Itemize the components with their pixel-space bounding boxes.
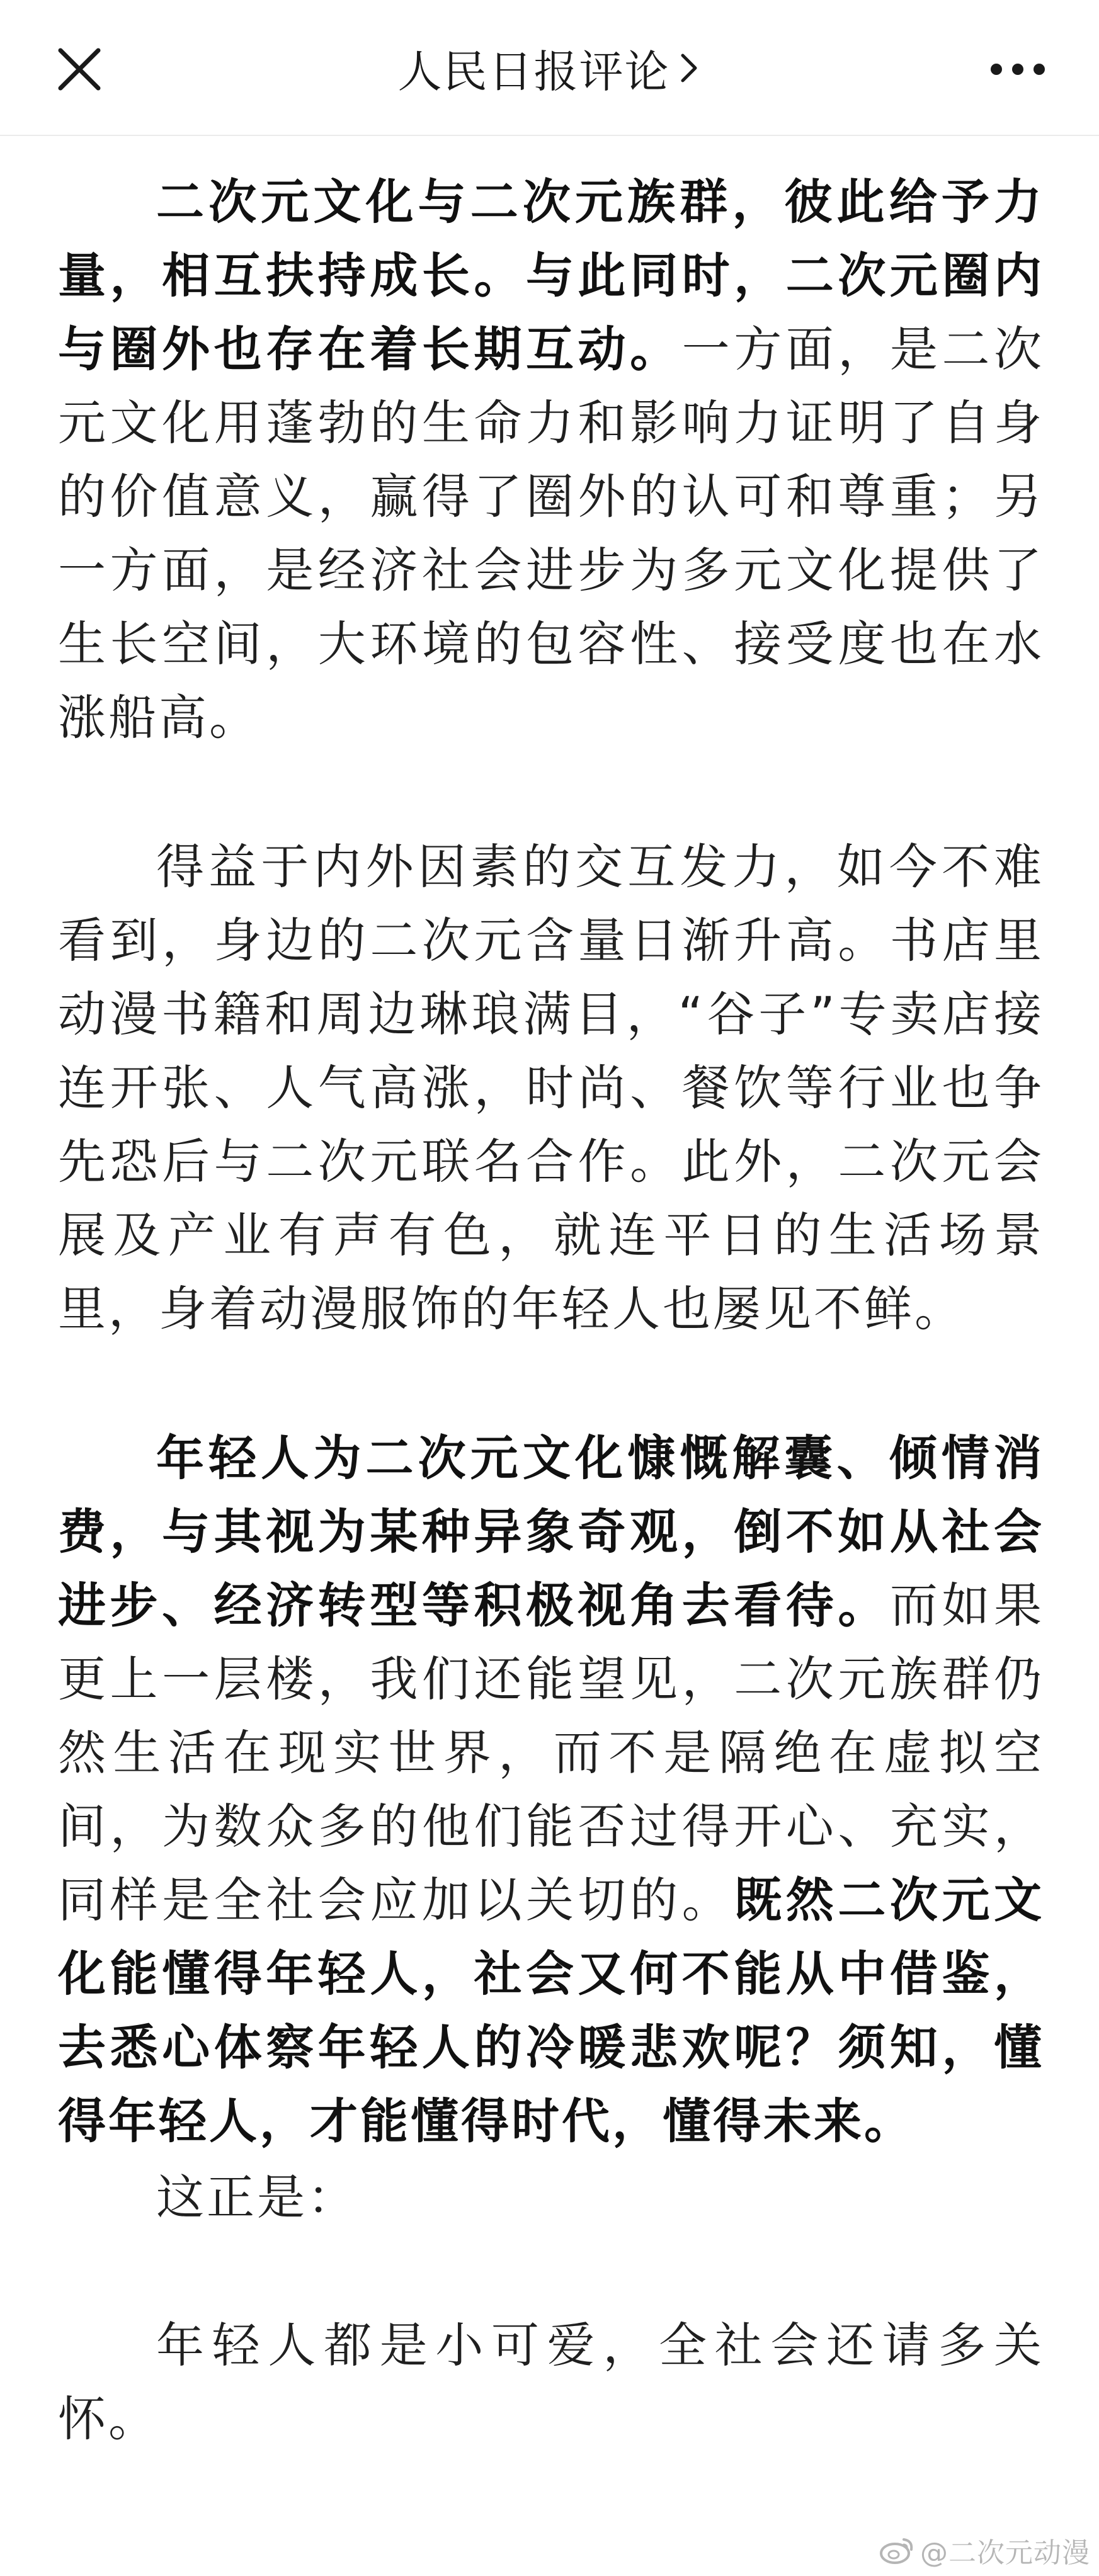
article-body xyxy=(58,165,1044,2456)
top-navigation-bar xyxy=(0,0,1099,136)
paragraph-1 xyxy=(58,165,1044,754)
more-horizontal-icon xyxy=(989,55,1047,83)
paragraph-1-bold: 二次元文化与二次元族群，彼此给予力量，相互扶持成长。与此同时，二次元圈内与圈外也存在着长期互动。 xyxy=(58,174,1044,377)
account-title-link[interactable] xyxy=(398,37,702,100)
paragraph-5: 年轻人都是小可爱，全社会还请多关怀。 xyxy=(58,2317,1044,2447)
close-icon xyxy=(53,43,106,96)
more-options-button[interactable] xyxy=(989,55,1047,83)
close-button[interactable] xyxy=(53,43,106,96)
weibo-watermark xyxy=(879,2530,1090,2570)
paragraph-3 xyxy=(58,1421,1044,2158)
paragraph-2 xyxy=(58,830,1044,1346)
paragraph-1-text: 一方面，是二次元文化用蓬勃的生命力和影响力证明了自身的价值意义，赢得了圈外的认可和尊重；另一方面，是经济社会进步为多元文化提供了生长空间，大环境的包容性、接受度也在水涨船高。 xyxy=(58,321,1045,746)
paragraph-4: 这正是： xyxy=(156,2169,358,2225)
account-title: 人民日报评论 xyxy=(397,45,670,98)
paragraph-3-bold-2: 既然二次元文化能懂得年轻人，社会又何不能从中借鉴，去悉心体察年轻人的冷暖悲欢呢？须知，懂得年轻人，才能懂得时代，懂得未来。 xyxy=(58,1872,1045,2149)
chevron-right-icon xyxy=(676,50,702,86)
paragraph-2-text: 得益于内外因素的交互发力，如今不难看到，身边的二次元含量日渐升高。书店里动漫书籍和周边琳琅满目，“谷子”专卖店接连开张、人气高涨，时尚、餐饮等行业也争先恐后与二次元联名合作。此外，二次元会展及产业有声有色，就连平日的生活场景里，身着动漫服饰的年轻人也屡见不鲜。 xyxy=(58,839,1044,1337)
paragraph-3-bold-1: 年轻人为二次元文化慷慨解囊、倾情消费，与其视为某种异象奇观，倒不如从社会进步、经济转型等积极视角去看待。 xyxy=(58,1430,1044,1633)
watermark-text: @二次元动漫 xyxy=(920,2537,1090,2569)
paragraph-3-text: 而如果更上一层楼，我们还能望见，二次元族群仍然生活在现实世界，而不是隔绝在虚拟空间，为数众多的他们能否过得开心、充实，同样是全社会应加以关切的。 xyxy=(58,1577,1045,1928)
weibo-icon xyxy=(879,2536,915,2565)
